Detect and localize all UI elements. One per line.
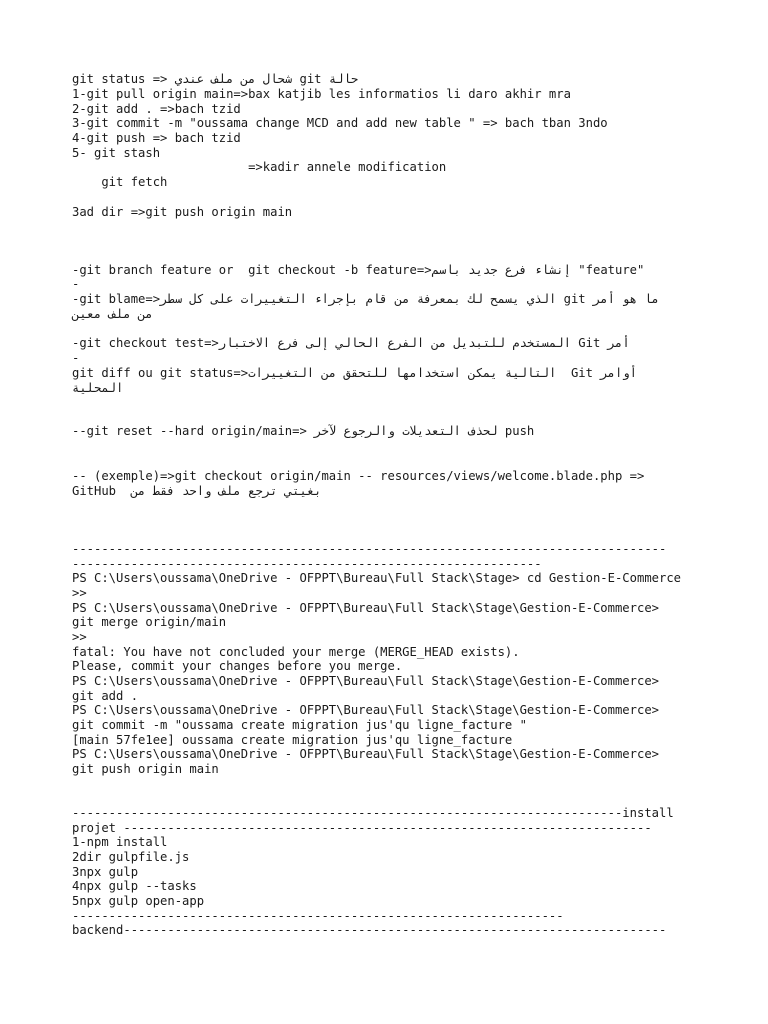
terminal-line: Please, commit your changes before you merge.: [72, 659, 403, 673]
text-line: -- (exemple)=>git checkout origin/main -- resources/views/welcome.blade.php =>: [72, 469, 645, 483]
terminal-line: >>: [72, 586, 87, 600]
text-line: المحلية: [72, 381, 124, 395]
terminal-line: PS C:\Users\oussama\OneDrive - OFPPT\Bureau\Full Stack\Stage> cd Gestion-E-Commerce: [72, 571, 682, 585]
section-header-install: projet ------------------------------------------------------------------------: [72, 821, 652, 835]
text-line: 5- git stash: [72, 146, 161, 160]
text-line: 3npx gulp: [72, 865, 139, 879]
text-line: 5npx gulp open-app: [72, 894, 205, 908]
terminal-line: [main 57fe1ee] oussama create migration jus'qu ligne_facture: [72, 733, 513, 747]
terminal-line: git push origin main: [72, 762, 219, 776]
text-line: 4-git push => bach tzid: [72, 131, 241, 145]
text-line: -git checkout test=>المستخدم للتبديل من الفرع الحالي إلى فرع الاختبار Git أمر: [72, 336, 630, 350]
divider-line: ---------------------------------------------------------------------------------: [72, 542, 667, 556]
section-header-backend: backend--------------------------------------------------------------------------: [72, 923, 667, 937]
terminal-line: PS C:\Users\oussama\OneDrive - OFPPT\Bureau\Full Stack\Stage\Gestion-E-Commerce>: [72, 601, 659, 615]
divider-line: -------------------------------------------------------------------: [72, 909, 564, 923]
terminal-line: >>: [72, 630, 87, 644]
text-line: git status => شحال من ملف عندي git حالة: [72, 72, 359, 86]
text-line: بغيتي ترجع ملف واحد فقط من GitHub: [72, 484, 322, 498]
section-header-install: ---------------------------------------------------------------------------install: [72, 806, 674, 820]
terminal-line: PS C:\Users\oussama\OneDrive - OFPPT\Bureau\Full Stack\Stage\Gestion-E-Commerce>: [72, 747, 659, 761]
terminal-line: PS C:\Users\oussama\OneDrive - OFPPT\Bureau\Full Stack\Stage\Gestion-E-Commerce>: [72, 703, 659, 717]
text-line: 1-npm install: [72, 835, 168, 849]
terminal-line: git commit -m "oussama create migration jus'qu ligne_facture ": [72, 718, 527, 732]
text-line: -: [72, 277, 80, 291]
terminal-line: fatal: You have not concluded your merge (MERGE_HEAD exists).: [72, 645, 520, 659]
text-line: من ملف معين: [72, 307, 153, 321]
text-line: 4npx gulp --tasks: [72, 879, 197, 893]
text-line: 2-git add . =>bach tzid: [72, 102, 241, 116]
text-line: git diff ou git status=>التالية يمكن استخدامها للتحقق من التغييرات Git أوامر: [72, 366, 638, 380]
text-line: -git blame=>الذي يسمح لك بمعرفة من قام بإجراء التغييرات على كل سطر git ما هو أمر: [72, 292, 660, 306]
text-line: --git reset --hard origin/main=> لحذف التعديلات والرجوع لآخر push: [72, 424, 535, 438]
text-line: git fetch: [72, 175, 168, 189]
text-line: -git branch feature or git checkout -b feature=>إنشاء فرع جديد باسم "feature": [72, 263, 645, 277]
divider-line: ----------------------------------------------------------------: [72, 557, 542, 571]
text-line: =>kadir annele modification: [72, 160, 447, 174]
terminal-line: git add .: [72, 689, 139, 703]
terminal-line: PS C:\Users\oussama\OneDrive - OFPPT\Bureau\Full Stack\Stage\Gestion-E-Commerce>: [72, 674, 659, 688]
terminal-line: git merge origin/main: [72, 615, 227, 629]
text-line: 3ad dir =>git push origin main: [72, 205, 293, 219]
text-line: 3-git commit -m "oussama change MCD and add new table " => bach tban 3ndo: [72, 116, 608, 130]
text-line: 2dir gulpfile.js: [72, 850, 190, 864]
text-line: -: [72, 351, 80, 365]
text-line: 1-git pull origin main=>bax katjib les informatios li daro akhir mra: [72, 87, 571, 101]
